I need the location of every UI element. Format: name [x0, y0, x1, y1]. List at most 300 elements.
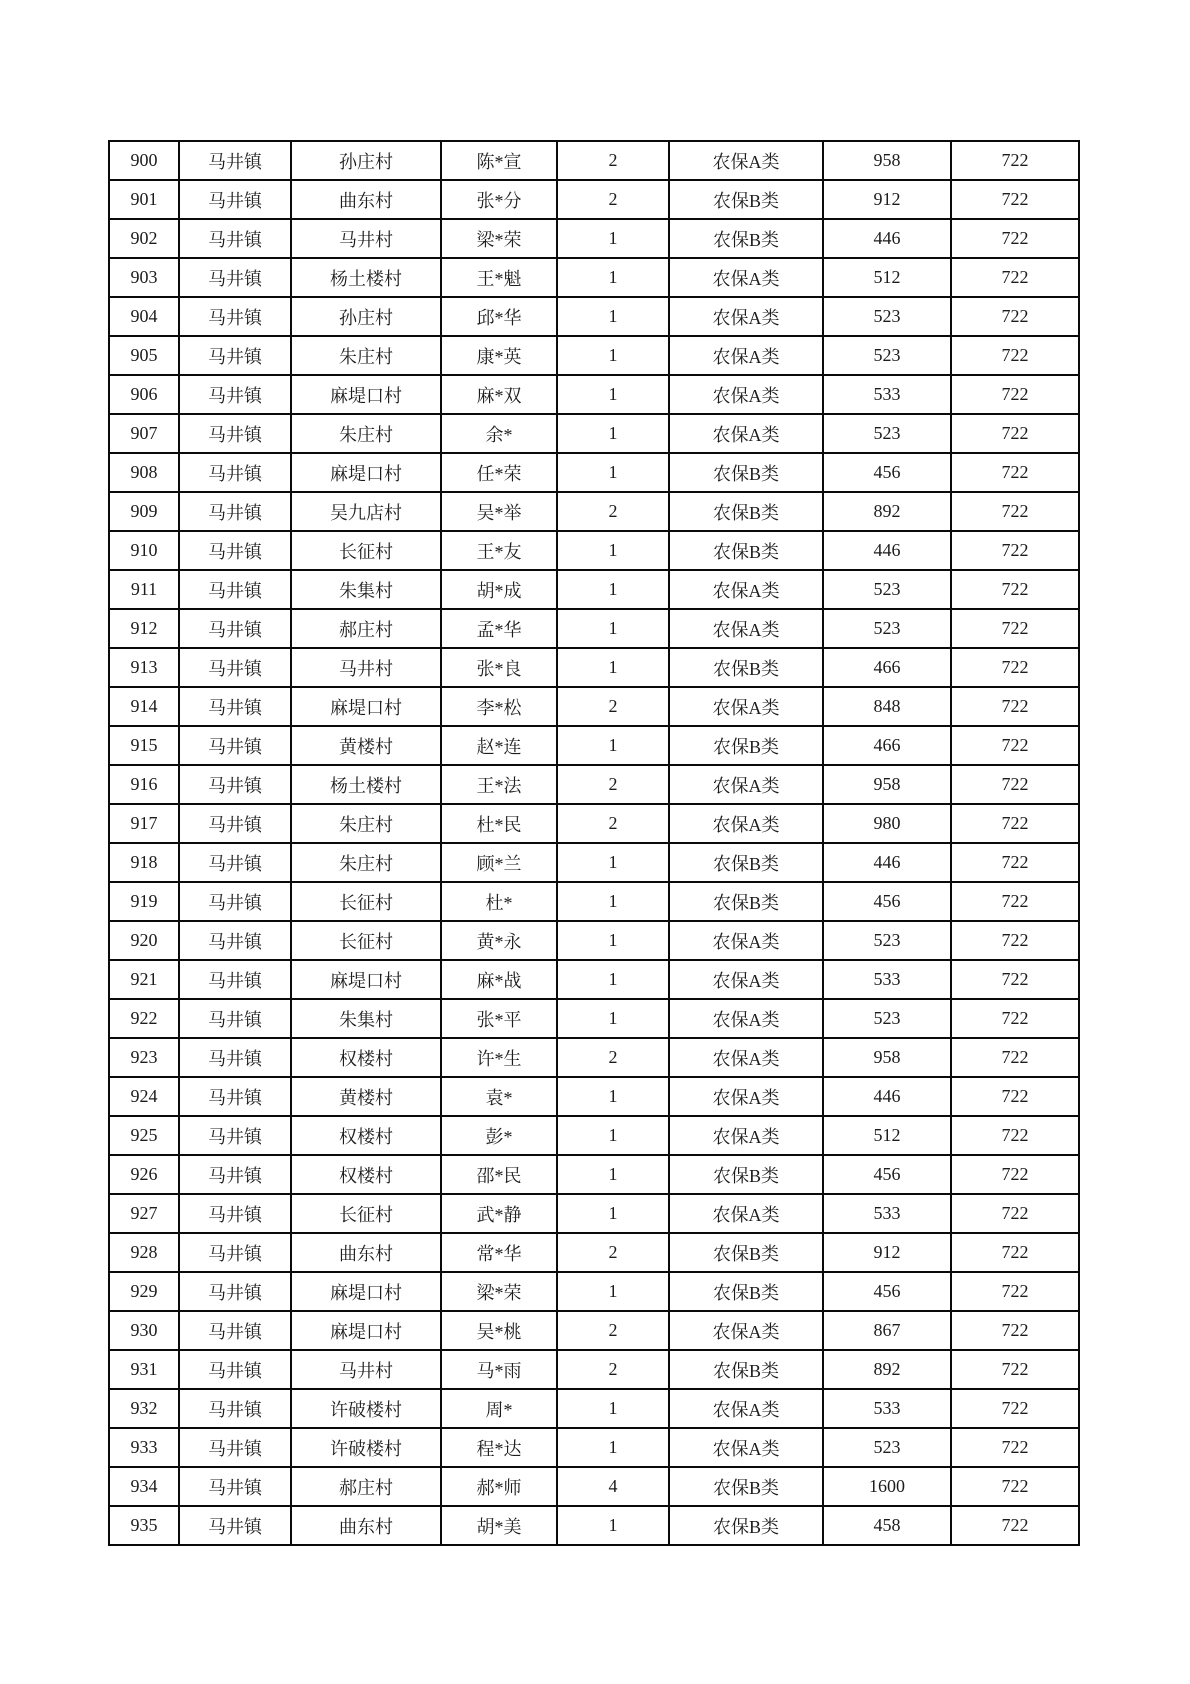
table-cell: 马井镇 — [179, 609, 291, 648]
table-cell: 512 — [823, 258, 951, 297]
table-cell: 农保B类 — [669, 453, 823, 492]
table-cell: 农保B类 — [669, 1506, 823, 1545]
table-cell: 武*静 — [441, 1194, 557, 1233]
table-cell: 910 — [109, 531, 179, 570]
table-cell: 麻*双 — [441, 375, 557, 414]
table-cell: 908 — [109, 453, 179, 492]
table-cell: 麻堤口村 — [291, 687, 441, 726]
table-cell: 彭* — [441, 1116, 557, 1155]
table-cell: 722 — [951, 453, 1079, 492]
table-cell: 446 — [823, 531, 951, 570]
table-cell: 梁*荣 — [441, 219, 557, 258]
table-row — [109, 609, 1079, 648]
table-cell: 杨土楼村 — [291, 258, 441, 297]
table-cell: 黄楼村 — [291, 726, 441, 765]
table-cell: 848 — [823, 687, 951, 726]
table-cell: 919 — [109, 882, 179, 921]
table-row — [109, 531, 1079, 570]
table-cell: 722 — [951, 1467, 1079, 1506]
table-cell: 900 — [109, 141, 179, 180]
table-cell: 1 — [557, 882, 669, 921]
table-cell: 马井镇 — [179, 1311, 291, 1350]
table-cell: 1 — [557, 843, 669, 882]
table-cell: 533 — [823, 1389, 951, 1428]
table-cell: 1 — [557, 336, 669, 375]
table-row — [109, 219, 1079, 258]
table-cell: 722 — [951, 1233, 1079, 1272]
table-cell: 904 — [109, 297, 179, 336]
table-cell: 长征村 — [291, 921, 441, 960]
table-cell: 1 — [557, 1155, 669, 1194]
table-cell: 马井镇 — [179, 687, 291, 726]
table-cell: 农保A类 — [669, 1077, 823, 1116]
table-cell: 马井镇 — [179, 570, 291, 609]
table-cell: 2 — [557, 804, 669, 843]
table-cell: 张*平 — [441, 999, 557, 1038]
table-cell: 邵*民 — [441, 1155, 557, 1194]
table-cell: 马井村 — [291, 648, 441, 687]
table-cell: 农保A类 — [669, 1389, 823, 1428]
table-cell: 722 — [951, 375, 1079, 414]
table-row — [109, 1311, 1079, 1350]
table-cell: 马井镇 — [179, 258, 291, 297]
table-cell: 722 — [951, 219, 1079, 258]
table-cell: 马井镇 — [179, 1389, 291, 1428]
table-cell: 446 — [823, 843, 951, 882]
table-cell: 958 — [823, 765, 951, 804]
table-cell: 朱庄村 — [291, 843, 441, 882]
table-cell: 914 — [109, 687, 179, 726]
table-cell: 722 — [951, 531, 1079, 570]
table-cell: 722 — [951, 258, 1079, 297]
table-cell: 农保B类 — [669, 1155, 823, 1194]
table-cell: 931 — [109, 1350, 179, 1389]
table-cell: 466 — [823, 726, 951, 765]
table-cell: 农保B类 — [669, 180, 823, 219]
table-row — [109, 1194, 1079, 1233]
table-cell: 吴九店村 — [291, 492, 441, 531]
table-cell: 1 — [557, 570, 669, 609]
table-cell: 曲东村 — [291, 1506, 441, 1545]
table-cell: 王*魁 — [441, 258, 557, 297]
table-cell: 农保A类 — [669, 1194, 823, 1233]
table-cell: 902 — [109, 219, 179, 258]
table-cell: 456 — [823, 882, 951, 921]
table-cell: 722 — [951, 336, 1079, 375]
table-cell: 909 — [109, 492, 179, 531]
table-cell: 陈*宣 — [441, 141, 557, 180]
table-cell: 权楼村 — [291, 1038, 441, 1077]
table-cell: 1 — [557, 375, 669, 414]
table-cell: 常*华 — [441, 1233, 557, 1272]
table-cell: 农保A类 — [669, 999, 823, 1038]
table-cell: 农保B类 — [669, 1272, 823, 1311]
table-cell: 马井镇 — [179, 1350, 291, 1389]
table-cell: 722 — [951, 1038, 1079, 1077]
table-cell: 顾*兰 — [441, 843, 557, 882]
table-row — [109, 1038, 1079, 1077]
table-cell: 农保A类 — [669, 960, 823, 999]
table-cell: 722 — [951, 1194, 1079, 1233]
table-cell: 915 — [109, 726, 179, 765]
table-row — [109, 1077, 1079, 1116]
table-cell: 512 — [823, 1116, 951, 1155]
table-cell: 麻*战 — [441, 960, 557, 999]
table-cell: 917 — [109, 804, 179, 843]
table-cell: 1 — [557, 1077, 669, 1116]
table-cell: 722 — [951, 882, 1079, 921]
table-cell: 523 — [823, 999, 951, 1038]
table-cell: 朱庄村 — [291, 336, 441, 375]
table-cell: 722 — [951, 297, 1079, 336]
table-cell: 722 — [951, 921, 1079, 960]
table-cell: 长征村 — [291, 531, 441, 570]
table-cell: 农保A类 — [669, 1116, 823, 1155]
table-cell: 911 — [109, 570, 179, 609]
table-row — [109, 258, 1079, 297]
table-cell: 867 — [823, 1311, 951, 1350]
table-cell: 722 — [951, 1311, 1079, 1350]
table-cell: 932 — [109, 1389, 179, 1428]
table-row — [109, 453, 1079, 492]
table-cell: 916 — [109, 765, 179, 804]
beneficiary-table — [108, 140, 1080, 1546]
table-cell: 929 — [109, 1272, 179, 1311]
table-cell: 马井镇 — [179, 1272, 291, 1311]
table-cell: 农保A类 — [669, 609, 823, 648]
table-cell: 1 — [557, 960, 669, 999]
table-cell: 930 — [109, 1311, 179, 1350]
table-row — [109, 843, 1079, 882]
table-cell: 523 — [823, 609, 951, 648]
table-cell: 2 — [557, 1038, 669, 1077]
table-cell: 农保B类 — [669, 1467, 823, 1506]
table-cell: 446 — [823, 219, 951, 258]
table-cell: 马井镇 — [179, 453, 291, 492]
table-cell: 马井镇 — [179, 336, 291, 375]
table-cell: 农保B类 — [669, 1233, 823, 1272]
table-cell: 918 — [109, 843, 179, 882]
table-cell: 913 — [109, 648, 179, 687]
table-cell: 赵*连 — [441, 726, 557, 765]
table-cell: 924 — [109, 1077, 179, 1116]
table-cell: 533 — [823, 960, 951, 999]
table-cell: 马井镇 — [179, 999, 291, 1038]
table-cell: 1 — [557, 1194, 669, 1233]
table-cell: 马井镇 — [179, 375, 291, 414]
table-cell: 程*达 — [441, 1428, 557, 1467]
table-cell: 黄楼村 — [291, 1077, 441, 1116]
table-cell: 麻堤口村 — [291, 1311, 441, 1350]
table-cell: 马井镇 — [179, 1155, 291, 1194]
table-cell: 曲东村 — [291, 180, 441, 219]
table-cell: 马井镇 — [179, 843, 291, 882]
table-cell: 933 — [109, 1428, 179, 1467]
table-cell: 农保A类 — [669, 414, 823, 453]
table-cell: 901 — [109, 180, 179, 219]
table-cell: 523 — [823, 921, 951, 960]
table-row — [109, 648, 1079, 687]
table-cell: 马井镇 — [179, 1194, 291, 1233]
table-cell: 1 — [557, 531, 669, 570]
table-cell: 农保A类 — [669, 1428, 823, 1467]
table-cell: 袁* — [441, 1077, 557, 1116]
table-cell: 456 — [823, 1272, 951, 1311]
table-cell: 马井镇 — [179, 960, 291, 999]
table-cell: 农保A类 — [669, 297, 823, 336]
table-row — [109, 804, 1079, 843]
table-cell: 杜*民 — [441, 804, 557, 843]
table-cell: 张*分 — [441, 180, 557, 219]
table-cell: 马井镇 — [179, 219, 291, 258]
table-row — [109, 726, 1079, 765]
table-cell: 农保A类 — [669, 804, 823, 843]
table-row — [109, 1350, 1079, 1389]
table-cell: 马井镇 — [179, 297, 291, 336]
table-cell: 533 — [823, 1194, 951, 1233]
table-cell: 935 — [109, 1506, 179, 1545]
table-cell: 892 — [823, 492, 951, 531]
table-cell: 梁*荣 — [441, 1272, 557, 1311]
table-cell: 1 — [557, 297, 669, 336]
table-body — [109, 141, 1079, 1545]
table-cell: 马井镇 — [179, 1233, 291, 1272]
table-cell: 927 — [109, 1194, 179, 1233]
table-cell: 523 — [823, 297, 951, 336]
table-row — [109, 960, 1079, 999]
table-cell: 533 — [823, 375, 951, 414]
table-cell: 麻堤口村 — [291, 375, 441, 414]
table-cell: 孙庄村 — [291, 297, 441, 336]
table-cell: 农保B类 — [669, 882, 823, 921]
table-cell: 1 — [557, 1272, 669, 1311]
table-cell: 905 — [109, 336, 179, 375]
table-cell: 722 — [951, 648, 1079, 687]
table-row — [109, 765, 1079, 804]
table-cell: 523 — [823, 414, 951, 453]
table-row — [109, 999, 1079, 1038]
table-cell: 农保B类 — [669, 1350, 823, 1389]
table-cell: 邱*华 — [441, 297, 557, 336]
table-cell: 权楼村 — [291, 1116, 441, 1155]
table-cell: 黄*永 — [441, 921, 557, 960]
table-cell: 马井镇 — [179, 882, 291, 921]
table-cell: 926 — [109, 1155, 179, 1194]
table-cell: 523 — [823, 336, 951, 375]
table-cell: 许破楼村 — [291, 1389, 441, 1428]
table-cell: 农保A类 — [669, 258, 823, 297]
table-cell: 722 — [951, 141, 1079, 180]
table-cell: 722 — [951, 1155, 1079, 1194]
table-cell: 458 — [823, 1506, 951, 1545]
table-row — [109, 1272, 1079, 1311]
table-cell: 1 — [557, 609, 669, 648]
table-cell: 722 — [951, 492, 1079, 531]
table-cell: 2 — [557, 1233, 669, 1272]
table-cell: 922 — [109, 999, 179, 1038]
table-row — [109, 1428, 1079, 1467]
table-row — [109, 180, 1079, 219]
table-cell: 康*英 — [441, 336, 557, 375]
table-cell: 许*生 — [441, 1038, 557, 1077]
table-cell: 722 — [951, 414, 1079, 453]
table-cell: 朱集村 — [291, 570, 441, 609]
table-cell: 吴*举 — [441, 492, 557, 531]
table-cell: 农保A类 — [669, 687, 823, 726]
table-cell: 1 — [557, 1428, 669, 1467]
table-cell: 马井镇 — [179, 1506, 291, 1545]
table-cell: 农保B类 — [669, 492, 823, 531]
table-cell: 孟*华 — [441, 609, 557, 648]
table-cell: 923 — [109, 1038, 179, 1077]
table-cell: 马*雨 — [441, 1350, 557, 1389]
table-cell: 1 — [557, 1389, 669, 1428]
table-cell: 马井镇 — [179, 414, 291, 453]
table-cell: 农保B类 — [669, 843, 823, 882]
table-cell: 马井镇 — [179, 1116, 291, 1155]
table-cell: 农保B类 — [669, 726, 823, 765]
table-cell: 马井镇 — [179, 531, 291, 570]
table-cell: 2 — [557, 1350, 669, 1389]
table-cell: 722 — [951, 1116, 1079, 1155]
table-cell: 马井镇 — [179, 141, 291, 180]
table-cell: 722 — [951, 960, 1079, 999]
table-cell: 长征村 — [291, 1194, 441, 1233]
table-cell: 朱集村 — [291, 999, 441, 1038]
table-cell: 马井村 — [291, 1350, 441, 1389]
table-cell: 农保A类 — [669, 921, 823, 960]
table-cell: 农保A类 — [669, 570, 823, 609]
table-cell: 周* — [441, 1389, 557, 1428]
table-cell: 722 — [951, 1428, 1079, 1467]
table-cell: 4 — [557, 1467, 669, 1506]
table-cell: 农保A类 — [669, 336, 823, 375]
table-row — [109, 297, 1079, 336]
table-cell: 722 — [951, 1389, 1079, 1428]
table-cell: 906 — [109, 375, 179, 414]
table-cell: 吴*桃 — [441, 1311, 557, 1350]
table-cell: 920 — [109, 921, 179, 960]
table-cell: 912 — [823, 1233, 951, 1272]
table-cell: 722 — [951, 804, 1079, 843]
table-cell: 胡*美 — [441, 1506, 557, 1545]
table-cell: 马井镇 — [179, 492, 291, 531]
table-cell: 907 — [109, 414, 179, 453]
table-cell: 925 — [109, 1116, 179, 1155]
table-cell: 523 — [823, 1428, 951, 1467]
table-row — [109, 687, 1079, 726]
table-row — [109, 414, 1079, 453]
table-cell: 王*法 — [441, 765, 557, 804]
table-row — [109, 141, 1079, 180]
table-cell: 722 — [951, 765, 1079, 804]
table-cell: 郝*师 — [441, 1467, 557, 1506]
table-row — [109, 1155, 1079, 1194]
table-cell: 农保B类 — [669, 531, 823, 570]
table-cell: 1 — [557, 999, 669, 1038]
table-cell: 1 — [557, 414, 669, 453]
table-cell: 934 — [109, 1467, 179, 1506]
table-cell: 958 — [823, 141, 951, 180]
table-cell: 722 — [951, 1077, 1079, 1116]
table-cell: 722 — [951, 180, 1079, 219]
table-cell: 马井镇 — [179, 1038, 291, 1077]
table-cell: 农保A类 — [669, 765, 823, 804]
table-row — [109, 1467, 1079, 1506]
table-cell: 1 — [557, 219, 669, 258]
table-cell: 农保A类 — [669, 141, 823, 180]
table-cell: 456 — [823, 1155, 951, 1194]
table-cell: 杜* — [441, 882, 557, 921]
table-cell: 长征村 — [291, 882, 441, 921]
table-cell: 马井镇 — [179, 1077, 291, 1116]
table-cell: 曲东村 — [291, 1233, 441, 1272]
table-cell: 1 — [557, 648, 669, 687]
table-cell: 722 — [951, 843, 1079, 882]
table-cell: 麻堤口村 — [291, 1272, 441, 1311]
table-cell: 892 — [823, 1350, 951, 1389]
table-row — [109, 336, 1079, 375]
table-row — [109, 1116, 1079, 1155]
table-cell: 任*荣 — [441, 453, 557, 492]
table-cell: 1 — [557, 258, 669, 297]
table-cell: 麻堤口村 — [291, 960, 441, 999]
table-cell: 胡*成 — [441, 570, 557, 609]
table-row — [109, 1506, 1079, 1545]
table-cell: 农保B类 — [669, 219, 823, 258]
table-cell: 921 — [109, 960, 179, 999]
table-cell: 权楼村 — [291, 1155, 441, 1194]
table-cell: 2 — [557, 1311, 669, 1350]
table-cell: 马井镇 — [179, 648, 291, 687]
table-cell: 孙庄村 — [291, 141, 441, 180]
table-cell: 928 — [109, 1233, 179, 1272]
table-cell: 2 — [557, 492, 669, 531]
table-cell: 麻堤口村 — [291, 453, 441, 492]
table-cell: 1600 — [823, 1467, 951, 1506]
table-row — [109, 570, 1079, 609]
table-row — [109, 882, 1079, 921]
table-cell: 903 — [109, 258, 179, 297]
table-cell: 李*松 — [441, 687, 557, 726]
table-cell: 1 — [557, 1506, 669, 1545]
table-cell: 马井镇 — [179, 180, 291, 219]
table-cell: 马井村 — [291, 219, 441, 258]
table-cell: 马井镇 — [179, 921, 291, 960]
table-cell: 722 — [951, 726, 1079, 765]
table-cell: 722 — [951, 609, 1079, 648]
table-cell: 1 — [557, 1116, 669, 1155]
table-cell: 722 — [951, 999, 1079, 1038]
table-cell: 1 — [557, 453, 669, 492]
table-row — [109, 1389, 1079, 1428]
table-cell: 722 — [951, 570, 1079, 609]
table-cell: 杨土楼村 — [291, 765, 441, 804]
table-cell: 456 — [823, 453, 951, 492]
table-cell: 马井镇 — [179, 1467, 291, 1506]
table-cell: 农保B类 — [669, 648, 823, 687]
table-cell: 2 — [557, 141, 669, 180]
table-cell: 2 — [557, 765, 669, 804]
table-cell: 郝庄村 — [291, 609, 441, 648]
table-cell: 2 — [557, 687, 669, 726]
table-cell: 722 — [951, 687, 1079, 726]
table-cell: 958 — [823, 1038, 951, 1077]
table-cell: 马井镇 — [179, 765, 291, 804]
table-cell: 朱庄村 — [291, 414, 441, 453]
table-cell: 农保A类 — [669, 1311, 823, 1350]
table-cell: 农保A类 — [669, 1038, 823, 1077]
